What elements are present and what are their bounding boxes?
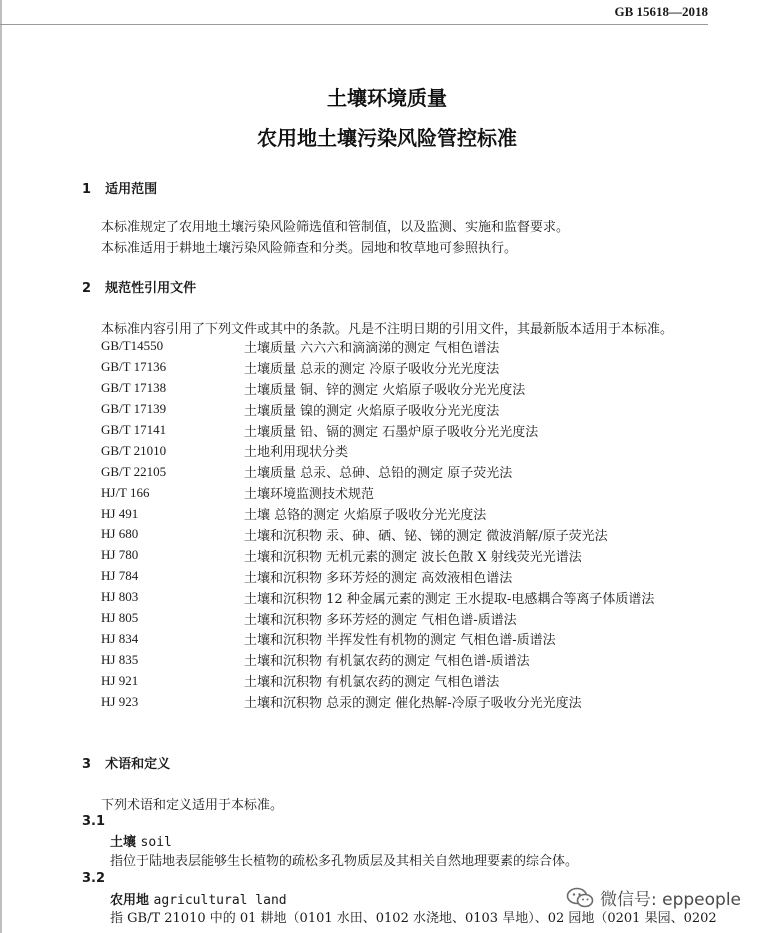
reference-title: 土壤和沉积物 无机元素的测定 波长色散 X 射线荧光光谱法 bbox=[244, 549, 582, 565]
reference-title: 土壤和沉积物 汞、砷、硒、铋、锑的测定 微波消解/原子荧光法 bbox=[244, 528, 608, 544]
reference-code: HJ 680 bbox=[101, 526, 139, 542]
reference-title: 土壤和沉积物 多环芳烃的测定 高效液相色谱法 bbox=[244, 570, 513, 586]
doc-title-main: 土壤环境质量 bbox=[327, 86, 447, 110]
reference-row bbox=[101, 628, 741, 649]
reference-row bbox=[101, 336, 741, 357]
reference-row bbox=[101, 608, 741, 629]
reference-code: HJ 921 bbox=[101, 672, 139, 688]
term-number: 3.1 bbox=[82, 814, 106, 829]
reference-row bbox=[101, 399, 741, 420]
term-name bbox=[110, 831, 172, 850]
reference-code: HJ 923 bbox=[101, 693, 139, 709]
paragraph: 本标准规定了农用地土壤污染风险筛选值和管制值，以及监测、实施和监督要求。 bbox=[101, 220, 570, 235]
reference-row bbox=[101, 440, 741, 461]
reference-code: HJ 784 bbox=[101, 568, 139, 584]
term-name-zh: 农用地 bbox=[110, 893, 150, 908]
section-number: 1 bbox=[82, 182, 92, 197]
reference-code: GB/T 17136 bbox=[101, 359, 167, 375]
reference-row bbox=[101, 691, 741, 712]
standard-code: GB 15618—2018 bbox=[614, 4, 708, 19]
reference-code: GB/T 21010 bbox=[101, 442, 167, 458]
section-number: 2 bbox=[82, 281, 92, 296]
term-definition: 指 GB/T 21010 中的 01 耕地（0101 水田、0102 水浇地、0103 旱地）、02 园地（0201 果园、0202 bbox=[110, 911, 717, 926]
reference-row bbox=[101, 524, 741, 545]
section-title: 适用范围 bbox=[105, 182, 158, 197]
reference-title: 土壤和沉积物 有机氯农药的测定 气相色谱-质谱法 bbox=[244, 654, 530, 670]
reference-row bbox=[101, 670, 741, 691]
header-rule bbox=[0, 24, 708, 25]
reference-row bbox=[101, 545, 741, 566]
term-name-en: soil bbox=[140, 835, 172, 850]
reference-code: GB/T 17141 bbox=[101, 422, 167, 437]
reference-title: 土壤和沉积物 半挥发性有机物的测定 气相色谱-质谱法 bbox=[244, 633, 556, 649]
reference-row bbox=[101, 566, 741, 587]
reference-title: 土壤和沉积物 有机氯农药的测定 气相色谱法 bbox=[244, 675, 500, 691]
paragraph: 下列术语和定义适用于本标准。 bbox=[101, 798, 284, 813]
section-3-heading bbox=[82, 753, 170, 772]
reference-code: HJ 780 bbox=[101, 547, 139, 563]
paragraph: 本标准适用于耕地土壤污染风险筛查和分类。园地和牧草地可参照执行。 bbox=[101, 241, 518, 256]
term-number: 3.2 bbox=[82, 871, 106, 886]
reference-code: GB/T 17138 bbox=[101, 380, 167, 396]
reference-row bbox=[101, 378, 741, 399]
reference-title: 土壤 总铬的测定 火焰原子吸收分光光度法 bbox=[244, 508, 487, 524]
watermark-text: 微信号: eppeople bbox=[600, 890, 742, 910]
reference-title: 土壤质量 六六六和滴滴涕的测定 气相色谱法 bbox=[244, 340, 500, 356]
reference-title: 土壤环境监测技术规范 bbox=[244, 487, 375, 503]
reference-title: 土壤和沉积物 12 种金属元素的测定 王水提取-电感耦合等离子体质谱法 bbox=[244, 591, 655, 607]
reference-title: 土地利用现状分类 bbox=[244, 445, 349, 461]
doc-title-sub: 农用地土壤污染风险管控标准 bbox=[257, 126, 517, 150]
reference-code: HJ 803 bbox=[101, 589, 139, 605]
reference-title: 土壤和沉积物 多环芳烃的测定 气相色谱-质谱法 bbox=[244, 612, 517, 628]
reference-code: HJ/T 166 bbox=[101, 484, 150, 500]
reference-title: 土壤质量 总汞、总砷、总铅的测定 原子荧光法 bbox=[244, 466, 513, 482]
reference-row bbox=[101, 587, 741, 608]
section-title: 规范性引用文件 bbox=[105, 281, 197, 296]
reference-row bbox=[101, 357, 741, 378]
reference-code: HJ 835 bbox=[101, 651, 139, 667]
reference-row bbox=[101, 482, 741, 503]
section-title: 术语和定义 bbox=[105, 757, 171, 772]
wechat-watermark bbox=[566, 885, 741, 910]
reference-code: HJ 834 bbox=[101, 630, 139, 646]
section-number: 3 bbox=[82, 757, 92, 772]
term-name-zh: 土壤 bbox=[110, 835, 137, 850]
reference-title: 土壤和沉积物 总汞的测定 催化热解-冷原子吸收分光光度法 bbox=[244, 696, 582, 712]
term-name-en: agricultural land bbox=[153, 893, 287, 908]
term-name bbox=[110, 889, 287, 908]
section-2-heading bbox=[82, 277, 196, 296]
wechat-icon bbox=[566, 887, 594, 909]
reference-title: 土壤质量 铅、镉的测定 石墨炉原子吸收分光光度法 bbox=[244, 424, 539, 440]
term-definition: 指位于陆地表层能够生长植物的疏松多孔物质层及其相关自然地理要素的综合体。 bbox=[110, 854, 579, 869]
reference-code: HJ 491 bbox=[101, 505, 139, 521]
reference-row bbox=[101, 503, 741, 524]
reference-code: GB/T14550 bbox=[101, 338, 164, 354]
reference-code: GB/T 22105 bbox=[101, 463, 167, 479]
reference-row bbox=[101, 420, 741, 441]
reference-title: 土壤质量 总汞的测定 冷原子吸收分光光度法 bbox=[244, 361, 500, 377]
reference-row bbox=[101, 461, 741, 482]
section-1-heading bbox=[82, 178, 157, 197]
paragraph: 本标准内容引用了下列文件或其中的条款。凡是不注明日期的引用文件，其最新版本适用于本标准。 bbox=[101, 322, 674, 337]
reference-code: GB/T 17139 bbox=[101, 401, 167, 417]
reference-row bbox=[101, 649, 741, 670]
reference-title: 土壤质量 镍的测定 火焰原子吸收分光光度法 bbox=[244, 403, 500, 419]
reference-code: HJ 805 bbox=[101, 610, 139, 626]
reference-list bbox=[101, 336, 741, 712]
reference-title: 土壤质量 铜、锌的测定 火焰原子吸收分光光度法 bbox=[244, 382, 526, 398]
